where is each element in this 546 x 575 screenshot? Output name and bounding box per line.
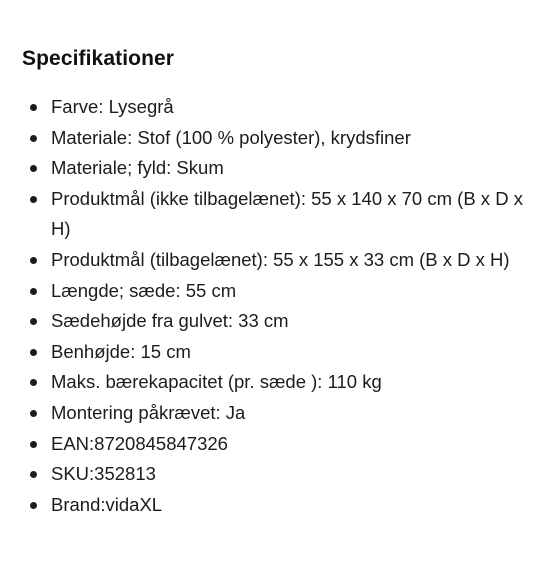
spec-text: Produktmål (ikke tilbagelænet): 55 x 140 x 70 cm (B x D x H) <box>51 187 523 240</box>
spec-text: Produktmål (tilbagelænet): 55 x 155 x 33 cm (B x D x H) <box>51 248 510 270</box>
spec-list <box>22 92 532 520</box>
bullet-icon <box>30 196 37 203</box>
section-title: Specifikationer <box>22 47 175 70</box>
bullet-icon <box>30 349 37 356</box>
spec-text: Montering påkrævet: Ja <box>51 401 246 423</box>
bullet-icon <box>30 441 37 448</box>
spec-text: Benhøjde: 15 cm <box>51 340 191 362</box>
bullet-icon <box>30 502 37 509</box>
spec-item-dimensions-upright <box>22 184 532 245</box>
spec-text: Sædehøjde fra gulvet: 33 cm <box>51 310 289 332</box>
spec-text: Brand:vidaXL <box>51 493 163 515</box>
spec-text: Længde; sæde: 55 cm <box>51 279 237 301</box>
spec-text: Farve: Lysegrå <box>51 96 174 117</box>
spec-item-leg-height <box>22 337 532 368</box>
bullet-icon <box>30 471 37 478</box>
spec-item-material <box>22 123 532 154</box>
bullet-icon <box>30 318 37 325</box>
spec-text: Materiale; fyld: Skum <box>51 157 224 179</box>
spec-text: Materiale: Stof (100 % polyester), krydsfiner <box>51 126 411 148</box>
specifications-section <box>22 44 532 515</box>
bullet-icon <box>30 257 37 264</box>
spec-item-seat-height <box>22 306 532 337</box>
spec-item-max-load <box>22 367 532 398</box>
spec-item-ean <box>22 429 532 460</box>
spec-text: Maks. bærekapacitet (pr. sæde ): 110 kg <box>51 371 382 393</box>
bullet-icon <box>30 104 37 111</box>
bullet-icon <box>30 288 37 295</box>
spec-text: SKU:352813 <box>51 463 156 485</box>
spec-item-sku <box>22 459 532 490</box>
bullet-icon <box>30 410 37 417</box>
spec-item-filling <box>22 153 532 184</box>
spec-item-brand <box>22 490 532 521</box>
spec-item-color <box>22 92 532 123</box>
bullet-icon <box>30 379 37 386</box>
spec-item-assembly <box>22 398 532 429</box>
spec-item-dimensions-reclined <box>22 245 532 276</box>
spec-text: EAN:8720845847326 <box>51 432 228 454</box>
bullet-icon <box>30 135 37 142</box>
spec-item-seat-length <box>22 276 532 307</box>
bullet-icon <box>30 165 37 172</box>
